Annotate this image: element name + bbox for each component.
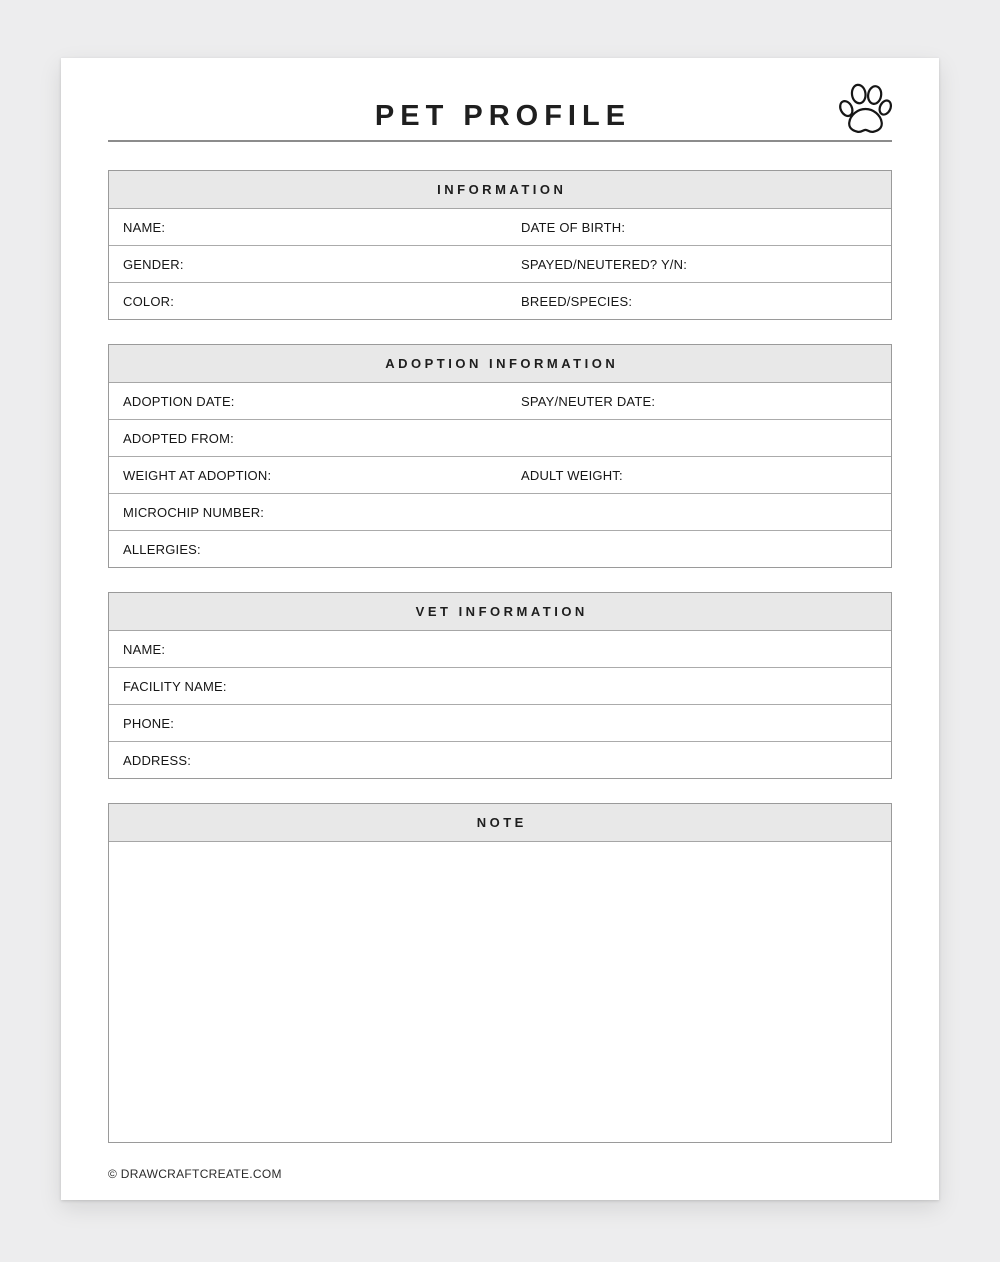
form-row [109,494,891,531]
title-block [108,98,892,142]
page-title: PET PROFILE [374,100,632,132]
form-row [109,668,891,705]
field-label-color: COLOR: [123,293,175,309]
form-row [109,742,891,778]
field-label-address: ADDRESS: [123,752,192,768]
field-label-gender: GENDER: [123,256,184,272]
form-sections [108,170,892,1143]
field-label-facility-name: FACILITY NAME: [123,678,227,694]
field-label-spayed-neutered-y-n: SPAYED/NEUTERED? Y/N: [521,256,688,272]
section-header-information: INFORMATION [109,171,891,209]
field-label-microchip-number: MICROCHIP NUMBER: [123,504,265,520]
form-row [109,705,891,742]
form-row [109,209,891,246]
section-header-vet-information: VET INFORMATION [109,593,891,631]
form-row [109,420,891,457]
pet-profile-page [61,58,939,1200]
form-row [109,531,891,567]
paw-icon [838,82,892,136]
form-row [109,246,891,283]
field-label-breed-species: BREED/SPECIES: [521,293,633,309]
field-label-spay-neuter-date: SPAY/NEUTER DATE: [521,393,656,409]
field-label-adoption-date: ADOPTION DATE: [123,393,235,409]
section-vet-information [108,592,892,779]
section-note [108,803,892,1143]
field-label-weight-at-adoption: WEIGHT AT ADOPTION: [123,467,272,483]
section-header-note: NOTE [109,804,891,842]
form-row [109,383,891,420]
section-adoption-information [108,344,892,568]
section-information [108,170,892,320]
field-label-name: NAME: [123,219,166,235]
title-underline [108,140,892,142]
section-header-adoption-information: ADOPTION INFORMATION [109,345,891,383]
form-row [109,457,891,494]
field-label-allergies: ALLERGIES: [123,541,201,557]
field-label-adopted-from: ADOPTED FROM: [123,430,234,446]
form-row [109,631,891,668]
field-label-date-of-birth: DATE OF BIRTH: [521,219,626,235]
footer-copyright: © DRAWCRAFTCREATE.COM [108,1167,282,1181]
field-label-name: NAME: [123,641,166,657]
form-row [109,283,891,319]
note-writing-area [109,842,891,1142]
field-label-adult-weight: ADULT WEIGHT: [521,467,623,483]
field-label-phone: PHONE: [123,715,175,731]
